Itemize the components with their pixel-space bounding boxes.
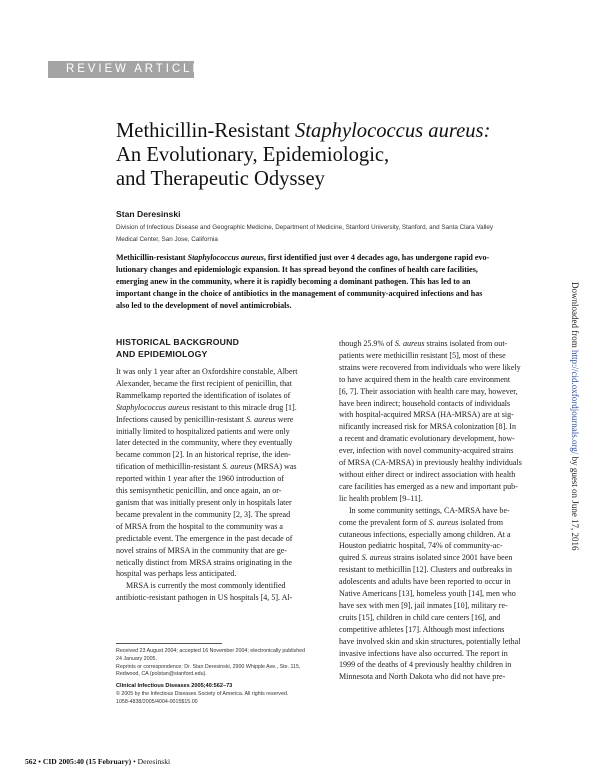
body-line: without either direct or indirect association with health [339,469,516,479]
body-column-left [116,366,297,604]
page-footer [25,757,170,766]
author-name: Stan Deresinski [116,209,181,219]
body-line: have involved skin and skin structures, potentially lethal [339,636,521,646]
body-line: though 25.9% of S. aureus strains isolated from out- [339,339,508,348]
body-line: reported within 1 year after the 1960 introduction of [116,474,285,484]
reprints-line: Reprints or correspondence: Dr. Stan Deresinski, 2900 Whipple Ave., Ste. 115, [116,663,301,670]
title-line-2: An Evolutionary, Epidemiologic, [116,144,390,166]
body-line: a recent and dramatic evolutionary development, how- [339,434,515,444]
body-line: novel strains of MRSA in the community that are ge- [116,545,287,555]
body-line: competitive athletes [17]. Although most infections [339,624,505,634]
body-line: hospital was perhaps less anticipated. [116,569,237,579]
body-line: with hospital-acquired MRSA (HA-MRSA) are at sig- [339,410,514,420]
body-line: antibiotic-resistant pathogen in US hospitals [4, 5]. Al- [116,593,293,603]
body-line: Houston pediatric hospital, 74% of community-ac- [339,541,503,551]
body-line: ganism that was initially present only in hospitals later [116,497,292,507]
body-line: of MRSA (CA-MRSA) in previously healthy individuals [339,458,522,468]
body-line: this semisynthetic penicillin, and once again, an or- [116,486,282,496]
body-line: Infections caused by penicillin-resistant S. aureus were [116,414,294,424]
author-affiliation [116,222,493,245]
body-line: patients were methicillin resistant [5], most of these [339,350,506,360]
body-line: became prevalent in the community [2, 3]. The spread [116,509,291,519]
body-line: nificantly increased risk for MRSA colonization [8]. In [339,422,516,432]
body-line: cruits [15], children in child care centers [16], and [339,612,501,622]
download-notice: Downloaded from http://cid.oxfordjournals.org/ by guest on June 17, 2016 [570,282,580,551]
footer-author: • Deresinski [131,757,171,766]
body-line: Native Americans [13], homeless youth [14], men who [339,589,516,599]
body-line: to have acquired them in the health care environment [339,374,511,384]
body-column-right [339,338,522,683]
affiliation-line: Division of Infectious Disease and Geographic Medicine, Department of Medicine, Stanford University, Stanford, and Santa Clara Valley [116,224,494,231]
abstract-line: Methicillin-resistant Staphylococcus aureus, first identified just over 4 decades ago, has undergone rapid evo- [116,253,490,262]
abstract [116,252,546,312]
body-line: It was only 1 year after an Oxfordshire constable, Albert [116,367,298,376]
received-line: 24 January 2005. [116,655,157,662]
body-line: In some community settings, CA-MRSA have be- [349,505,510,515]
body-line: lic health problem [9–11]. [339,493,423,503]
body-line: of MRSA from the hospital to the community was a [116,521,283,531]
title-species-name: Staphylococcus aureus: [295,120,491,142]
abstract-line: emerging anew in the community, where it is rapidly becoming a dominant pathogen. This has led to an [116,277,471,287]
section-heading: HISTORICAL BACKGROUND AND EPIDEMIOLOGY [116,337,240,359]
body-line: quired S. aureus strains isolated since 2001 have been [339,553,513,563]
body-line: adolescents and adults have been reported to occur in [339,577,511,587]
body-line: [6, 7]. Their association with health care may, however, [339,386,518,396]
body-line: ever, infection with novel community-acquired strains [339,446,514,456]
body-line: strains were recovered from individuals who were likely [339,362,521,372]
download-link[interactable]: http://cid.oxfordjournals.org/ [570,349,580,455]
reprints-line: Redwood, CA (polstan@stanford.edu). [116,671,207,678]
abstract-line: important change in the choice of antibiotics in the management of community-acquired infections and has [116,289,483,299]
body-line: tification of methicillin-resistant S. aureus (MRSA) was [116,462,297,472]
body-line: 1999 of the deaths of 4 previously healthy children in [339,660,512,670]
page-journal-info: 562 • CID 2005:40 (15 February) [25,757,132,766]
body-line: have been indirect; household contacts of individuals [339,398,511,408]
body-line: have sex with men [9], jail inmates [10], military re- [339,600,508,610]
journal-citation: Clinical Infectious Diseases 2005;40:562–73 [116,683,233,690]
received-line: Received 23 August 2004; accepted 16 November 2004; electronically published [116,648,306,654]
body-line: resistant to methicillin [12]. Clusters and outbreaks in [339,565,512,575]
body-line: care facilities has emerged as a new and important pub- [339,481,518,491]
body-line: MRSA is currently the most commonly identified [126,581,286,591]
title-line-1: Methicillin-Resistant Staphylococcus aureus: [116,120,491,142]
body-line: Rammelkamp reported the identification of isolates of [116,390,291,400]
body-line: come the prevalent form of S. aureus isolated from [339,517,503,527]
affiliation-line: Medical Center, San Jose, California [116,235,218,243]
body-line: cutaneous infections, especially among children. At a [339,529,511,539]
body-line: later detected in the community, where they eventually [116,438,293,448]
title-line-3: and Therapeutic Odyssey [116,168,325,190]
body-line: Staphylococcus aureus resistant to this miracle drug [1]. [116,402,297,412]
body-line: Minnesota and North Dakota who did not have pre- [339,672,506,682]
body-line: initially limited to hospitalized patients and were only [116,426,290,436]
body-line: netically distinct from MRSA strains originating in the [116,557,292,567]
section-label: REVIEW ARTICLE [48,61,194,78]
body-line: invasive infections have also occurred. The report in [339,648,508,658]
body-line: Alexander, became the first recipient of penicillin, that [116,378,292,388]
footnotes [116,648,305,707]
copyright-line: © 2005 by the Infectious Diseases Society of America. All rights reserved. [116,690,289,697]
abstract-line: also led to the development of novel antimicrobials. [116,301,292,311]
article-title [116,119,516,191]
abstract-line: lutionary changes and epidemiologic expansion. It has spread beyond the confines of health care facilities, [116,265,478,275]
body-line: became common [2]. In an historical reprise, the iden- [116,450,291,460]
body-line: predictable event. The emergence in the past decade of [116,533,293,543]
footnote-divider [116,643,222,644]
copyright-line: 1058-4838/2005/4004-0015$15.00 [116,698,198,705]
